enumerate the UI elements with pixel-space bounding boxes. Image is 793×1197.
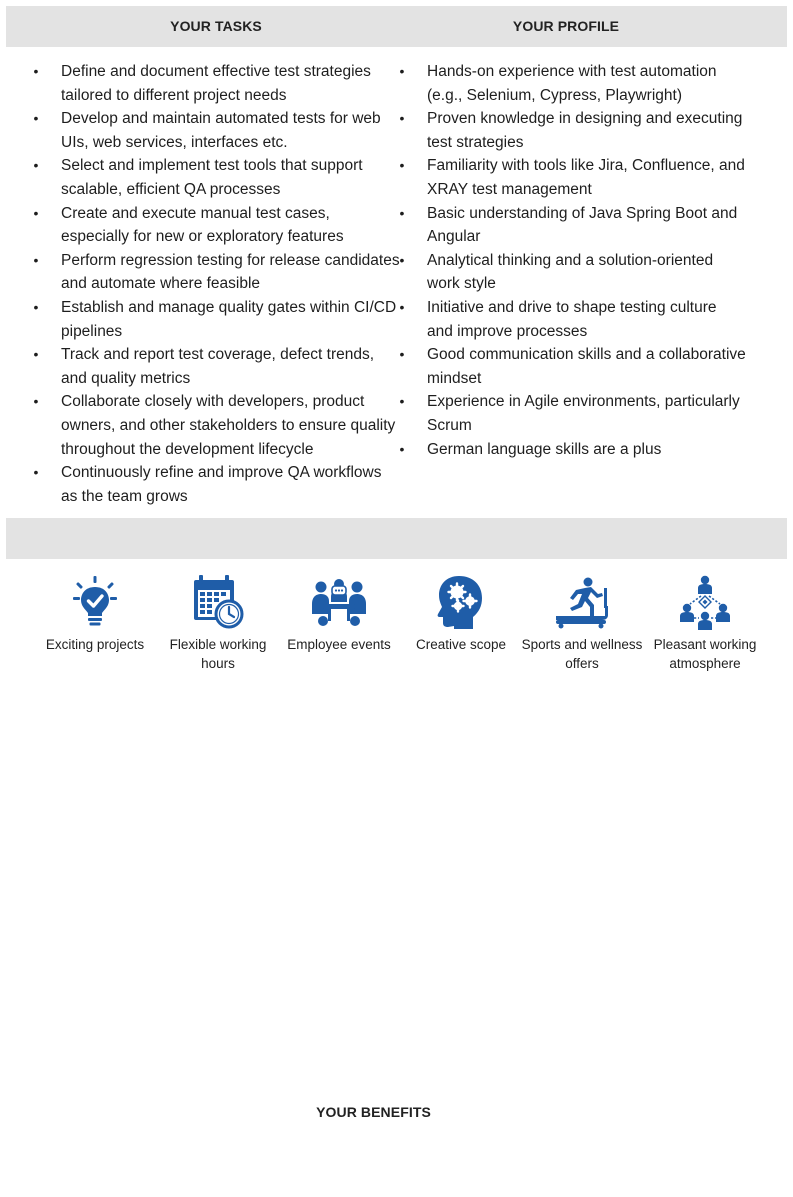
- task-text: Develop and maintain automated tests for web UIs, web services, interfaces etc.: [61, 110, 381, 151]
- bullet: •: [399, 393, 405, 410]
- benefit-exciting-projects: [34, 574, 156, 655]
- benefit-label: Employee events: [287, 637, 391, 652]
- profile-item: [396, 202, 746, 249]
- task-item: [30, 154, 400, 201]
- benefit-label: Flexible working hours: [169, 637, 267, 671]
- task-item: [30, 249, 400, 296]
- bullet: •: [33, 251, 39, 268]
- profile-item: [396, 296, 746, 343]
- bullet: •: [399, 63, 405, 79]
- benefit-label: Sports and wellness offers: [521, 637, 643, 671]
- head-gears-icon: [431, 574, 491, 630]
- benefit-employee-events: [278, 574, 400, 655]
- profile-text: Experience in Agile environments, particularly Scrum: [427, 393, 740, 434]
- profile-item: [396, 343, 746, 390]
- benefits-row: [34, 574, 769, 679]
- profile-heading: YOUR PROFILE: [512, 18, 620, 34]
- profile-item: [396, 60, 746, 107]
- benefit-pleasant-atmosphere: [644, 574, 766, 673]
- lightbulb-check-icon: [65, 574, 125, 630]
- task-text: Create and execute manual test cases, especially for new or exploratory features: [61, 204, 344, 246]
- profile-item: [396, 154, 746, 201]
- bullet: •: [33, 204, 39, 221]
- benefit-label: Creative scope: [415, 637, 507, 652]
- task-text: Define and document effective test strategies tailored to different project needs: [61, 63, 371, 104]
- team-meeting-icon: [309, 574, 369, 630]
- benefit-creative-scope: [400, 574, 522, 655]
- calendar-clock-icon: [188, 574, 248, 630]
- profile-list: [396, 60, 746, 461]
- bullet: •: [399, 440, 405, 457]
- profile-item: [396, 107, 746, 154]
- bullet: •: [33, 110, 39, 127]
- task-item: [30, 60, 400, 107]
- profile-item: [396, 390, 746, 437]
- team-network-icon: [675, 574, 735, 630]
- bullet: •: [33, 393, 39, 410]
- profile-item: [396, 438, 746, 462]
- tasks-profile-header-bar: [6, 6, 787, 47]
- benefit-flexible-hours: [157, 574, 279, 673]
- task-text: Collaborate closely with developers, product owners, and other stakeholders to ensure quality throughout the development lifecycle: [61, 393, 396, 458]
- bullet: •: [33, 63, 39, 79]
- task-item: [30, 390, 400, 461]
- task-item: [30, 343, 400, 390]
- benefit-label: Exciting projects: [45, 637, 145, 652]
- task-text: Select and implement test tools that support scalable, efficient QA processes: [61, 157, 363, 198]
- profile-text: German language skills are a plus: [427, 440, 662, 458]
- treadmill-runner-icon: [552, 574, 612, 630]
- profile-text: Initiative and drive to shape testing culture and improve processes: [427, 298, 717, 340]
- task-item: [30, 202, 400, 249]
- profile-text: Basic understanding of Java Spring Boot and Angular: [427, 204, 738, 246]
- benefit-label: Pleasant working atmosphere: [653, 637, 757, 671]
- tasks-heading: YOUR TASKS: [170, 18, 262, 34]
- profile-item: [396, 249, 746, 296]
- tasks-list: [30, 60, 400, 508]
- bullet: •: [399, 298, 405, 315]
- task-text: Establish and manage quality gates within CI/CD pipelines: [61, 298, 397, 340]
- bullet: •: [33, 157, 39, 174]
- profile-text: Hands-on experience with test automation (e.g., Selenium, Cypress, Playwright): [427, 63, 717, 104]
- bullet: •: [399, 346, 405, 363]
- bullet: •: [399, 204, 405, 221]
- task-text: Perform regression testing for release candidates and automate where feasible: [61, 251, 400, 293]
- profile-text: Good communication skills and a collaborative mindset: [427, 346, 746, 387]
- profile-text: Analytical thinking and a solution-oriented work style: [427, 251, 714, 293]
- profile-text: Familiarity with tools like Jira, Confluence, and XRAY test management: [427, 157, 745, 198]
- task-text: Track and report test coverage, defect trends, and quality metrics: [61, 346, 375, 387]
- bullet: •: [33, 464, 39, 481]
- benefit-sports-wellness: [521, 574, 643, 673]
- bullet: •: [399, 110, 405, 127]
- bullet: •: [399, 157, 405, 174]
- bullet: •: [33, 298, 39, 315]
- benefits-heading: YOUR BENEFITS: [316, 1104, 431, 1120]
- task-item: [30, 461, 400, 508]
- profile-text: Proven knowledge in designing and executing test strategies: [427, 110, 743, 151]
- bullet: •: [33, 346, 39, 363]
- task-item: [30, 107, 400, 154]
- task-text: Continuously refine and improve QA workflows as the team grows: [61, 464, 382, 505]
- task-item: [30, 296, 400, 343]
- bullet: •: [399, 251, 405, 268]
